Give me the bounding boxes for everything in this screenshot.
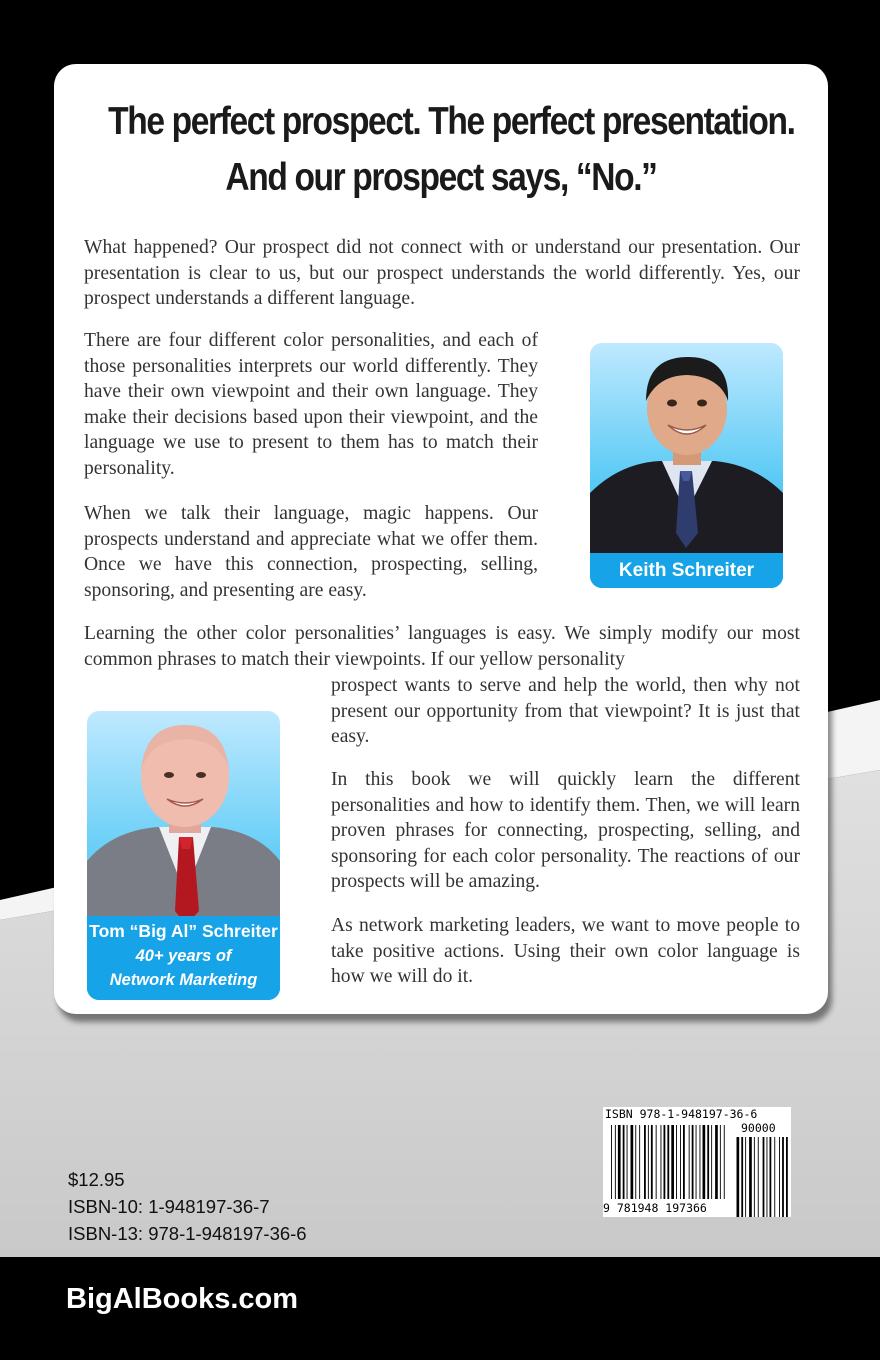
barcode-bar bbox=[667, 1125, 669, 1199]
paragraph-3: When we talk their language, magic happens. Our prospects understand and appreciate what we offer them. Once we have this connection, prospecting, selling, sponsoring, and presenting are easy. bbox=[84, 503, 538, 601]
barcode-bar bbox=[692, 1125, 694, 1199]
author-caption-keith: Keith Schreiter bbox=[590, 553, 783, 588]
barcode-addon-bar bbox=[749, 1137, 752, 1217]
barcode-addon-bar bbox=[782, 1137, 784, 1217]
barcode-bar bbox=[618, 1125, 621, 1199]
barcode-bar bbox=[615, 1125, 616, 1199]
barcode-digits: 9 781948 197366 bbox=[603, 1201, 707, 1215]
barcode-bar bbox=[715, 1125, 718, 1199]
barcode-addon-bar bbox=[779, 1137, 780, 1217]
barcode-bar bbox=[664, 1125, 666, 1199]
portrait-keith-image bbox=[590, 343, 783, 588]
barcode-addon-text: 90000 bbox=[741, 1121, 776, 1135]
barcode-addon-bar bbox=[741, 1137, 743, 1217]
barcode-addon-bar bbox=[763, 1137, 765, 1217]
barcode-addon-bar bbox=[767, 1137, 768, 1217]
price-label: $12.95 bbox=[68, 1169, 125, 1190]
barcode-bar bbox=[623, 1125, 625, 1199]
barcode-bar bbox=[627, 1125, 628, 1199]
barcode-bar bbox=[656, 1125, 657, 1199]
barcode-bar bbox=[648, 1125, 649, 1199]
barcode-addon-bar bbox=[770, 1137, 772, 1217]
barcode-bar bbox=[644, 1125, 646, 1199]
barcode-bar bbox=[703, 1125, 706, 1199]
barcode-bar bbox=[711, 1125, 712, 1199]
barcode-bar bbox=[683, 1125, 685, 1199]
barcode-addon-bar bbox=[754, 1137, 755, 1217]
content-card bbox=[54, 64, 828, 1014]
barcode-bar bbox=[700, 1125, 701, 1199]
isbn-13-label: ISBN-13: 978-1-948197-36-6 bbox=[68, 1223, 307, 1244]
barcode-bar bbox=[639, 1125, 640, 1199]
paragraph-1: What happened? Our prospect did not connect with or understand our presentation. Our presentation is clear to us, but our prospect understands the world differently. Yes, our prospect understands a different language. bbox=[84, 237, 800, 310]
barcode-bar bbox=[635, 1125, 636, 1199]
barcode-bar bbox=[724, 1125, 725, 1199]
barcode-bar bbox=[689, 1125, 690, 1199]
barcode-bar bbox=[611, 1125, 612, 1199]
paragraph-6: As network marketing leaders, we want to move people to take positive actions. Using their own color language is how we will do it. bbox=[331, 915, 800, 988]
author-tagline-1: 40+ years of bbox=[135, 947, 232, 965]
barcode-addon-bar bbox=[786, 1137, 788, 1217]
author-photo-keith bbox=[590, 343, 783, 588]
barcode-addon-bar bbox=[758, 1137, 759, 1217]
barcode-bar bbox=[696, 1125, 697, 1199]
headline-line-2: And our prospect says, “No.” bbox=[225, 156, 657, 199]
barcode-addon-bar bbox=[745, 1137, 746, 1217]
author-tagline-2: Network Marketing bbox=[109, 971, 258, 989]
barcode-bar bbox=[676, 1125, 677, 1199]
barcode-addon-bar bbox=[737, 1137, 740, 1217]
barcode-bar bbox=[671, 1125, 674, 1199]
headline-line-1: The perfect prospect. The perfect presentation. bbox=[108, 100, 795, 143]
barcode-isbn-text: ISBN 978-1-948197-36-6 bbox=[605, 1107, 758, 1121]
barcode-bar bbox=[680, 1125, 681, 1199]
isbn-10-label: ISBN-10: 1-948197-36-7 bbox=[68, 1196, 270, 1217]
website-link[interactable]: BigAlBooks.com bbox=[66, 1283, 299, 1315]
barcode-bar bbox=[707, 1125, 709, 1199]
barcode-addon-bar bbox=[774, 1137, 775, 1217]
isbn-barcode bbox=[603, 1107, 791, 1217]
paragraph-2: There are four different color personalities, and each of those personalities interprets our world differently. They have their own viewpoint and their own language. They make their decisions based upon their viewpoint, and the language we use to present to them has to match their personality. bbox=[84, 330, 538, 479]
paragraph-4: Learning the other color personalities’ languages is easy. We simply modify our most common phrases to match their viewpoints. If our yellow personality bbox=[84, 623, 800, 670]
barcode-bar bbox=[651, 1125, 653, 1199]
paragraph-4-continued: prospect wants to serve and help the world, then why not present our opportunity from that viewpoint? It is just that easy. bbox=[331, 675, 800, 748]
barcode-bar bbox=[631, 1125, 634, 1199]
barcode-bar bbox=[720, 1125, 721, 1199]
author-name-tom: Tom “Big Al” Schreiter bbox=[89, 921, 278, 941]
barcode-bar bbox=[661, 1125, 662, 1199]
author-caption-tom bbox=[87, 916, 280, 1000]
author-photo-tom bbox=[87, 711, 280, 1000]
paragraph-5: In this book we will quickly learn the different personalities and how to identify them. Then, we will learn proven phrases for connecting, prospecting, selling, and sponsoring for each color personality. The reactions of our prospects will be amazing. bbox=[331, 769, 800, 893]
